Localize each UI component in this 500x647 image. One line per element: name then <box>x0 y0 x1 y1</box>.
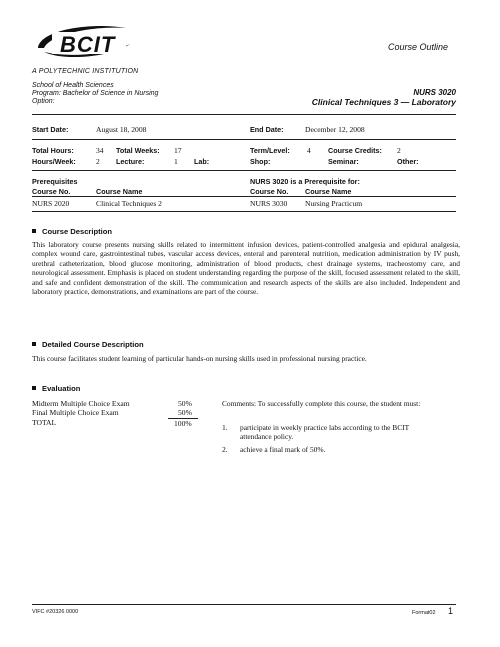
course-credits-label: Course Credits: <box>328 146 382 155</box>
course-description-heading: Course Description <box>32 227 112 236</box>
total-hours-label: Total Hours: <box>32 146 74 155</box>
header-rule <box>32 114 456 115</box>
school-name: School of Health Sciences <box>32 82 114 89</box>
detailed-description-heading: Detailed Course Description <box>32 340 144 349</box>
evaluation-heading: Evaluation <box>32 384 80 393</box>
course-title: Clinical Techniques 3 — Laboratory <box>311 97 456 107</box>
eval-item-value: 50% <box>178 399 192 408</box>
bullet-square <box>32 342 36 346</box>
eval-item-value: 50% <box>178 408 192 417</box>
total-weeks-value: 17 <box>174 146 182 155</box>
eval-item-name: Final Multiple Choice Exam <box>32 408 119 417</box>
condition-number: 2. <box>222 445 228 454</box>
option-label: Option: <box>32 98 55 105</box>
bcit-logo <box>30 18 140 64</box>
end-date-value: December 12, 2008 <box>305 125 365 134</box>
hours-week-label: Hours/Week: <box>32 157 76 166</box>
other-label: Other: <box>397 157 419 166</box>
footer-rule <box>32 604 456 605</box>
prereq-for-heading: NURS 3020 is a Prerequisite for: <box>250 177 360 186</box>
form-code: VIFC #20326 0000 <box>32 609 79 615</box>
page-number: 1 <box>448 606 454 616</box>
lab-label: Lab: <box>194 157 210 166</box>
bullet-square <box>32 229 36 233</box>
prereq-row-no: NURS 2020 <box>32 199 70 208</box>
condition-text: participate in weekly practice labs according to the BCIT attendance policy. <box>240 423 409 442</box>
prereq-row-name: Clinical Techniques 2 <box>96 199 162 208</box>
start-date-value: August 18, 2008 <box>96 125 147 134</box>
lecture-label: Lecture: <box>116 157 145 166</box>
tagline: A POLYTECHNIC INSTITUTION <box>32 68 139 75</box>
term-level-label: Term/Level: <box>250 146 290 155</box>
course-code: NURS 3020 <box>413 88 456 97</box>
total-weeks-label: Total Weeks: <box>116 146 160 155</box>
prereq-heading: Prerequisites <box>32 177 78 186</box>
prereq-for-row-no: NURS 3030 <box>250 199 288 208</box>
doc-type: Course Outline <box>388 42 449 52</box>
eval-comments: Comments: To successfully complete this course, the student must: <box>222 399 421 408</box>
start-date-label: Start Date: <box>32 125 69 134</box>
hours-week-value: 2 <box>96 157 100 166</box>
seminar-label: Seminar: <box>328 157 359 166</box>
end-date-label: End Date: <box>250 125 284 134</box>
info-rule-2 <box>32 170 456 171</box>
term-level-value: 4 <box>307 146 311 155</box>
eval-item-name: Midterm Multiple Choice Exam <box>32 399 130 408</box>
bullet-square <box>32 386 36 390</box>
prereq-col-no: Course No. <box>32 187 71 196</box>
prereq-rule-bottom <box>32 211 456 212</box>
prereq-for-row-name: Nursing Practicum <box>305 199 363 208</box>
eval-total-value: 100% <box>174 419 192 428</box>
course-description-text: This laboratory course presents nursing skills related to intermittent infusion devices, patient-controlled analgesia and epidural analgesia, complex wound care, gastrointestinal tubes, vascular access devices, enteral and parenteral nutrition, medication administration by IV push, urethral catheterization, blood glucose monitoring, administration of blood products, chest drainage systems, tracheostomy care, and neurological assessment. Emphasis is placed on student understanding regarding the purpose of the skill, focused assessment related to the skill, and safe and confident demonstration of the skill. The communication and research aspects of the skills are also included. Independent and laboratory practice, demonstrations, and examinations are part of the course. <box>32 240 460 297</box>
prereq-for-col-no: Course No. <box>250 187 289 196</box>
format-label: Format02 <box>412 610 436 616</box>
program-name: Program: Bachelor of Science in Nursing <box>32 90 159 97</box>
eval-total-label: TOTAL <box>32 418 57 427</box>
prereq-rule-under-header <box>32 196 456 197</box>
total-hours-value: 34 <box>96 146 104 155</box>
course-credits-value: 2 <box>397 146 401 155</box>
detailed-description-text: This course facilitates student learning of particular hands-on nursing skills used in professional nursing practice. <box>32 354 367 363</box>
shop-label: Shop: <box>250 157 271 166</box>
info-rule-1 <box>32 139 456 140</box>
logo-text: BCIT <box>60 32 116 57</box>
condition-text: achieve a final mark of 50%. <box>240 445 326 454</box>
lecture-value: 1 <box>174 157 178 166</box>
condition-number: 1. <box>222 423 228 432</box>
prereq-for-col-name: Course Name <box>305 187 352 196</box>
prereq-col-name: Course Name <box>96 187 143 196</box>
